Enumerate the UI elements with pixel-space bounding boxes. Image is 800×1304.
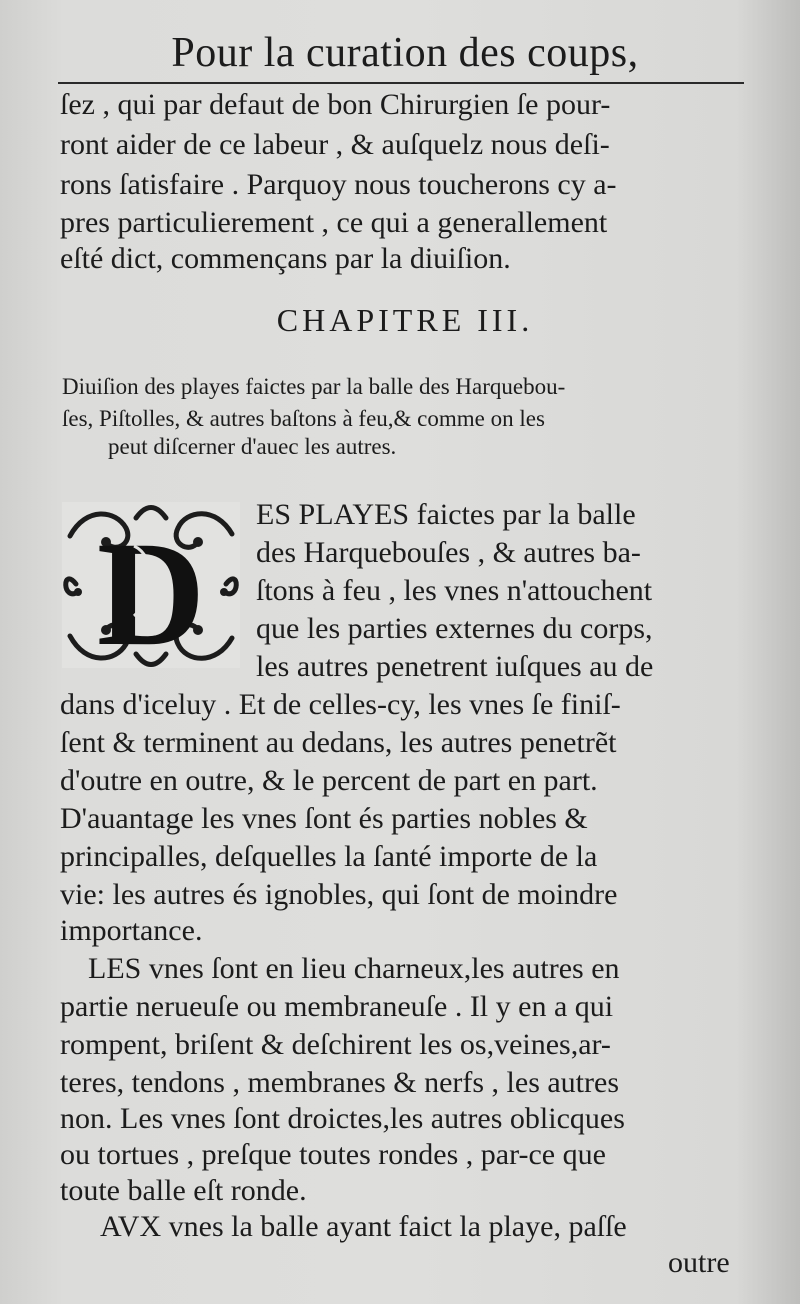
text-line: rons ſatisfaire . Parquoy nous toucherons cy a-	[60, 168, 617, 201]
text-line: d'outre en outre, & le percent de part en part.	[60, 764, 598, 797]
text-line: ſtons à feu , les vnes n'attouchent	[256, 574, 653, 607]
text-line: des Harquebouſes , & autres ba-	[256, 536, 641, 569]
text-line: les autres penetrent iuſques au de	[256, 650, 654, 683]
text-line: importance.	[60, 914, 203, 947]
running-head: Pour la curation des coups,	[171, 30, 639, 76]
text-line: ſent & terminent au dedans, les autres penetrẽt	[60, 726, 617, 759]
text-line: ES PLAYES faictes par la balle	[256, 498, 636, 531]
text-line: AVX vnes la balle ayant faict la playe, paſſe	[100, 1210, 627, 1243]
chapter-summary-line: ſes, Piſtolles, & autres baſtons à feu,& comme on les	[62, 406, 545, 431]
text-line: vie: les autres és ignobles, qui ſont de moindre	[60, 878, 618, 911]
chapter-heading: CHAPITRE III.	[276, 302, 534, 338]
text-line: rompent, briſent & deſchirent les os,veines,ar-	[60, 1028, 611, 1061]
ornamental-drop-cap	[56, 496, 246, 674]
chapter-summary-line: Diuiſion des playes faictes par la balle des Harquebou-	[62, 374, 566, 399]
text-line: toute balle eſt ronde.	[60, 1174, 307, 1207]
text-line: partie nerueuſe ou membraneuſe . Il y en a qui	[60, 990, 614, 1023]
text-line: que les parties externes du corps,	[256, 612, 653, 645]
text-line: D'auantage les vnes ſont és parties nobles &	[60, 802, 588, 835]
text-line: dans d'iceluy . Et de celles-cy, les vnes ſe finiſ-	[60, 688, 621, 721]
text-line: ou tortues , preſque toutes rondes , par-ce que	[60, 1138, 606, 1171]
chapter-summary-line: peut diſcerner d'auec les autres.	[108, 434, 397, 459]
text-line: non. Les vnes ſont droictes,les autres oblicques	[60, 1102, 625, 1135]
text-line: LES vnes ſont en lieu charneux,les autres en	[88, 952, 620, 985]
text-line: outre	[668, 1246, 730, 1279]
text-line: teres, tendons , membranes & nerfs , les autres	[60, 1066, 619, 1099]
drop-cap-letter: D	[96, 511, 206, 674]
text-line: pres particulierement , ce qui a generallement	[60, 206, 608, 239]
text-line: ront aider de ce labeur , & auſquelz nous deſi-	[60, 128, 610, 161]
text-line: ſez , qui par defaut de bon Chirurgien ſe pour-	[60, 88, 611, 121]
text-line: principalles, deſquelles la ſanté importe de la	[60, 840, 598, 873]
header-rule	[58, 82, 744, 84]
text-line: eſté dict, commençans par la diuiſion.	[60, 242, 511, 275]
